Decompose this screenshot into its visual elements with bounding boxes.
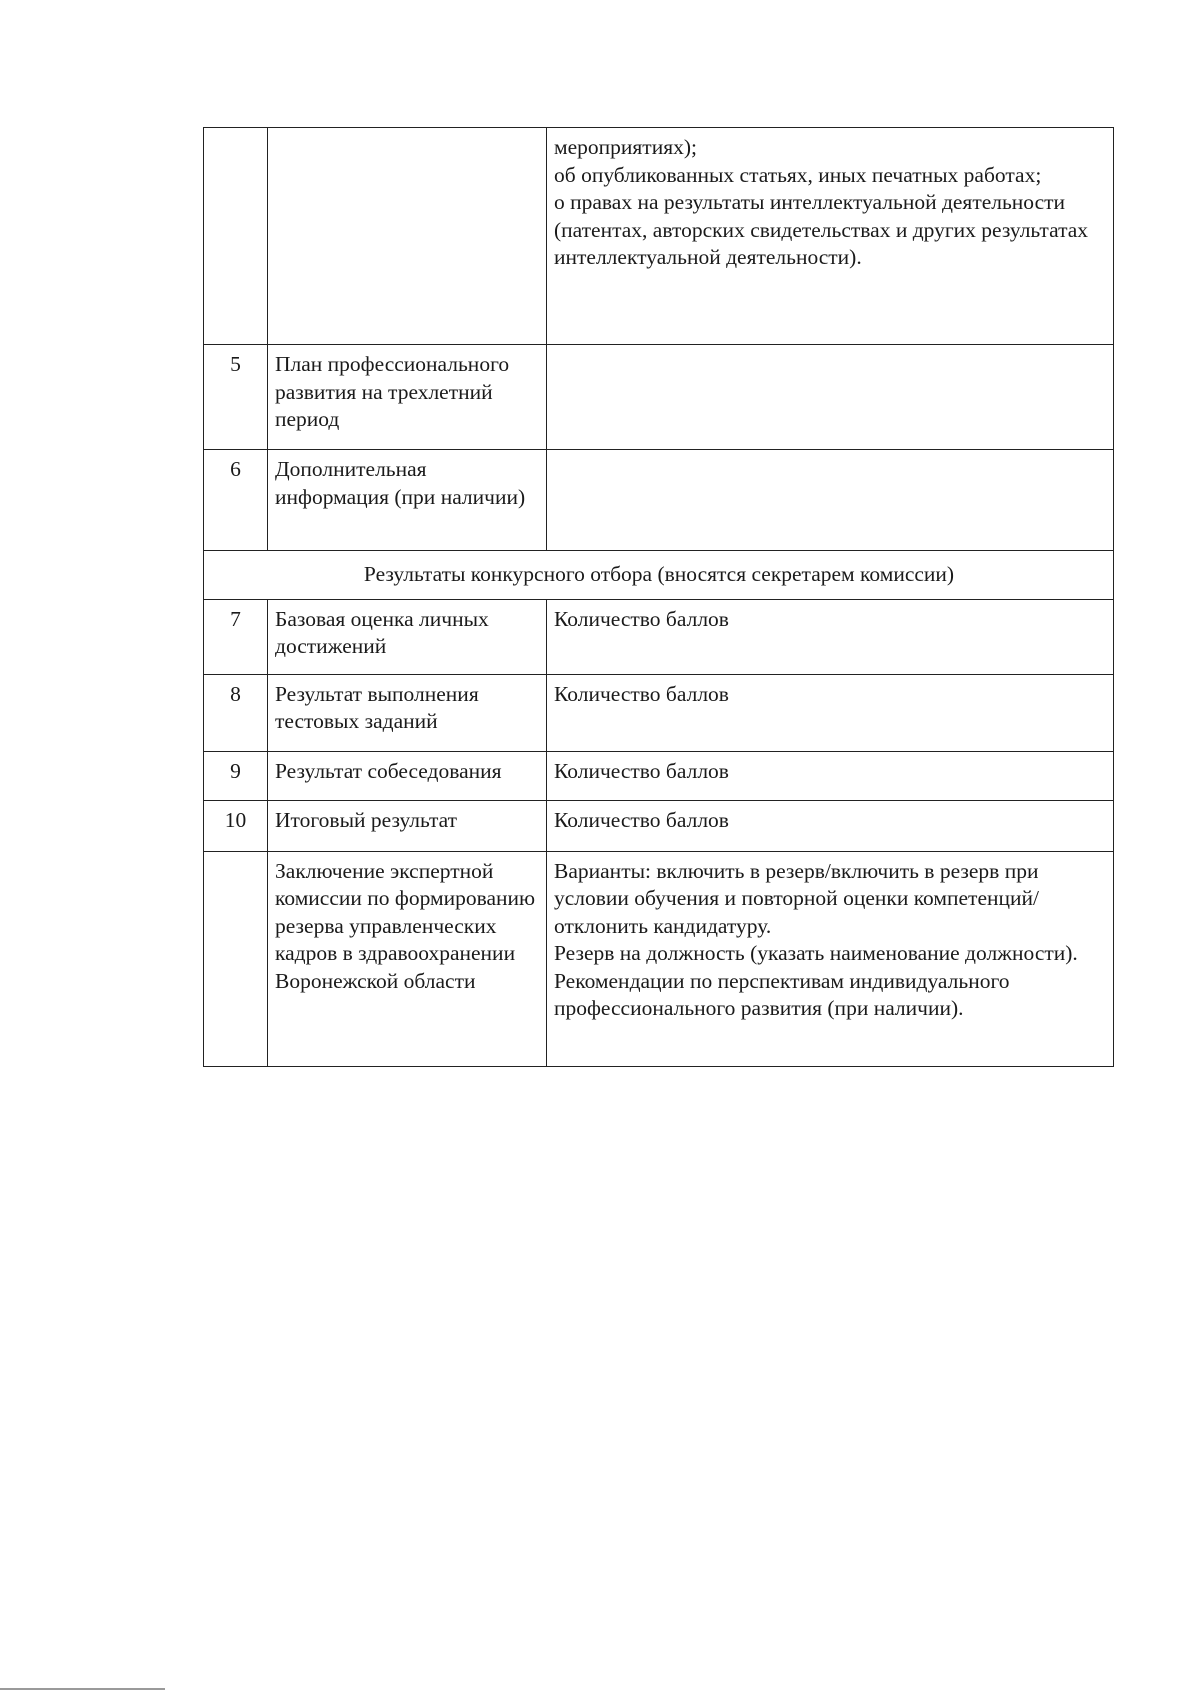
row-label: Результат выполнения тестовых заданий bbox=[268, 674, 547, 751]
candidate-evaluation-table bbox=[203, 127, 1114, 1067]
row-value: Количество баллов bbox=[547, 751, 1114, 800]
table-row bbox=[204, 345, 1114, 450]
row-value: Количество баллов bbox=[547, 599, 1114, 674]
row-number: 10 bbox=[204, 800, 268, 851]
scan-edge-mark bbox=[0, 1688, 165, 1690]
row-label: Заключение экспертной комиссии по формированию резерва управленческих кадров в здравоохранении Воронежской области bbox=[268, 851, 547, 1066]
row-number bbox=[204, 128, 268, 345]
row-label: Итоговый результат bbox=[268, 800, 547, 851]
row-label: Дополнительная информация (при наличии) bbox=[268, 450, 547, 551]
row-value: Количество баллов bbox=[547, 800, 1114, 851]
table-row bbox=[204, 751, 1114, 800]
table-row bbox=[204, 450, 1114, 551]
section-heading-row bbox=[204, 551, 1114, 600]
row-label bbox=[268, 128, 547, 345]
row-value: Количество баллов bbox=[547, 674, 1114, 751]
row-value bbox=[547, 345, 1114, 450]
row-number: 9 bbox=[204, 751, 268, 800]
table-row bbox=[204, 599, 1114, 674]
table-row bbox=[204, 800, 1114, 851]
row-value: Варианты: включить в резерв/включить в резерв при условии обучения и повторной оценки компетенций/отклонить кандидатуру. Резерв на должность (указать наименование должности). Рекомендации по перспективам индивидуального профессионального развития (при наличии). bbox=[547, 851, 1114, 1066]
table-row bbox=[204, 128, 1114, 345]
section-heading: Результаты конкурсного отбора (вносятся секретарем комиссии) bbox=[204, 551, 1114, 600]
row-value: мероприятиях); об опубликованных статьях, иных печатных работах; о правах на результаты интеллектуальной деятельности (патентах, авторских свидетельствах и других результатах интеллектуальной деятельности). bbox=[547, 128, 1114, 345]
row-value bbox=[547, 450, 1114, 551]
row-number bbox=[204, 851, 268, 1066]
table-row bbox=[204, 674, 1114, 751]
row-label: Базовая оценка личных достижений bbox=[268, 599, 547, 674]
row-label: Результат собеседования bbox=[268, 751, 547, 800]
row-number: 5 bbox=[204, 345, 268, 450]
row-label: План профессионального развития на трехлетний период bbox=[268, 345, 547, 450]
row-number: 7 bbox=[204, 599, 268, 674]
row-number: 6 bbox=[204, 450, 268, 551]
table-row bbox=[204, 851, 1114, 1066]
row-number: 8 bbox=[204, 674, 268, 751]
